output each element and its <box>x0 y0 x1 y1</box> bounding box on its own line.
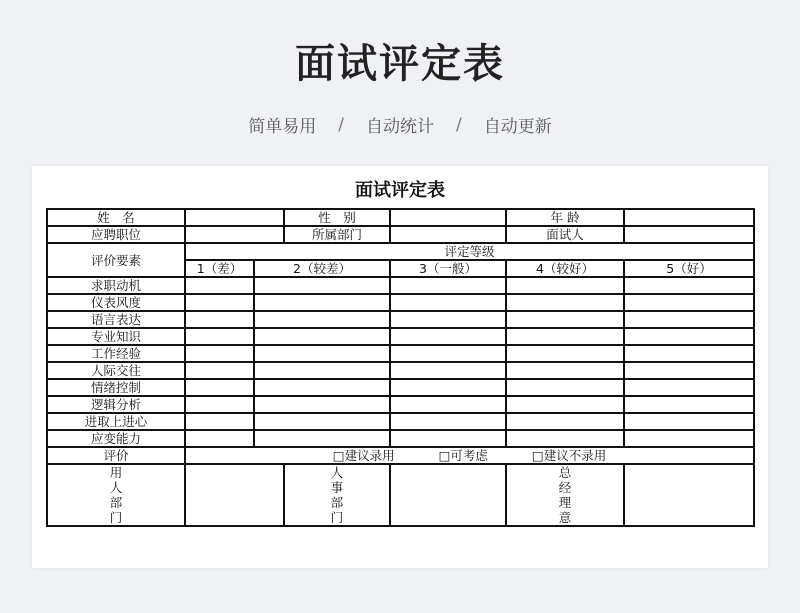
label-gender: 性 别 <box>284 209 390 226</box>
factor-score-cell-1[interactable] <box>185 379 254 396</box>
factor-row <box>47 413 754 430</box>
factor-row <box>47 311 754 328</box>
tag-separator: / <box>338 114 344 135</box>
label-age: 年 龄 <box>506 209 624 226</box>
factor-score-cell-1[interactable] <box>185 345 254 362</box>
factor-row <box>47 345 754 362</box>
factor-score-cell-1[interactable] <box>185 277 254 294</box>
label-evaluation: 评价 <box>47 447 185 464</box>
factor-score-cell-5[interactable] <box>624 379 754 396</box>
vertical-char: 用 <box>109 465 123 480</box>
factor-score-cell-3[interactable] <box>390 379 506 396</box>
evaluation-options <box>185 447 754 464</box>
factor-score-cell-5[interactable] <box>624 362 754 379</box>
option-recommend-hire[interactable]: □建议录用 <box>332 448 395 463</box>
factor-label: 情绪控制 <box>47 379 185 396</box>
factor-score-cell-1[interactable] <box>185 413 254 430</box>
label-grade: 评定等级 <box>185 243 754 260</box>
factor-score-cell-3[interactable] <box>390 311 506 328</box>
factor-row <box>47 277 754 294</box>
factor-row <box>47 379 754 396</box>
factor-score-cell-3[interactable] <box>390 430 506 447</box>
factor-score-cell-2[interactable] <box>254 362 390 379</box>
factor-score-cell-4[interactable] <box>506 311 624 328</box>
vertical-char: 人 <box>109 480 123 495</box>
factor-row <box>47 430 754 447</box>
label-position: 应聘职位 <box>47 226 185 243</box>
vertical-char: 总 <box>558 465 572 480</box>
factor-score-cell-5[interactable] <box>624 277 754 294</box>
factor-score-cell-1[interactable] <box>185 362 254 379</box>
value-hr-dept[interactable] <box>390 464 506 526</box>
factor-score-cell-3[interactable] <box>390 328 506 345</box>
factor-score-cell-4[interactable] <box>506 345 624 362</box>
factor-score-cell-4[interactable] <box>506 379 624 396</box>
level-1: 1（差） <box>185 260 254 277</box>
vertical-char: 门 <box>330 510 344 525</box>
factor-score-cell-4[interactable] <box>506 430 624 447</box>
factor-label: 语言表达 <box>47 311 185 328</box>
label-employer-dept <box>47 464 185 526</box>
factor-label: 逻辑分析 <box>47 396 185 413</box>
option-consider[interactable]: □可考虑 <box>438 448 488 463</box>
factor-score-cell-5[interactable] <box>624 311 754 328</box>
factor-score-cell-2[interactable] <box>254 396 390 413</box>
factor-score-cell-4[interactable] <box>506 294 624 311</box>
factor-label: 进取上进心 <box>47 413 185 430</box>
value-gm-opinion[interactable] <box>624 464 754 526</box>
factor-score-cell-4[interactable] <box>506 413 624 430</box>
grade-header-row <box>47 243 754 260</box>
factor-score-cell-1[interactable] <box>185 396 254 413</box>
label-hr-dept <box>284 464 390 526</box>
factor-row <box>47 396 754 413</box>
factor-score-cell-2[interactable] <box>254 311 390 328</box>
value-position[interactable] <box>185 226 284 243</box>
factor-label: 人际交往 <box>47 362 185 379</box>
factor-score-cell-2[interactable] <box>254 277 390 294</box>
factor-score-cell-4[interactable] <box>506 362 624 379</box>
factor-label: 应变能力 <box>47 430 185 447</box>
value-department[interactable] <box>390 226 506 243</box>
level-5: 5（好） <box>624 260 754 277</box>
label-interviewer: 面试人 <box>506 226 624 243</box>
factor-row <box>47 328 754 345</box>
vertical-char: 经 <box>558 480 572 495</box>
tag-auto-stats: 自动统计 <box>366 117 434 137</box>
level-2: 2（较差） <box>254 260 390 277</box>
evaluation-row <box>47 447 754 464</box>
factor-score-cell-5[interactable] <box>624 413 754 430</box>
label-factors: 评价要素 <box>47 243 185 277</box>
factor-score-cell-1[interactable] <box>185 294 254 311</box>
vertical-char: 人 <box>330 465 344 480</box>
evaluation-form-table <box>46 208 755 527</box>
factor-score-cell-2[interactable] <box>254 328 390 345</box>
value-age[interactable] <box>624 209 754 226</box>
value-employer-dept[interactable] <box>185 464 284 526</box>
vertical-char: 部 <box>109 495 123 510</box>
vertical-char: 意 <box>558 510 572 525</box>
level-4: 4（较好） <box>506 260 624 277</box>
factor-score-cell-2[interactable] <box>254 430 390 447</box>
factor-score-cell-5[interactable] <box>624 328 754 345</box>
value-gender[interactable] <box>390 209 506 226</box>
label-department: 所属部门 <box>284 226 390 243</box>
tag-easy: 简单易用 <box>248 117 317 137</box>
vertical-char: 事 <box>330 480 344 495</box>
tag-separator: / <box>456 114 462 135</box>
vertical-char: 理 <box>558 495 572 510</box>
factor-score-cell-2[interactable] <box>254 413 390 430</box>
factor-score-cell-5[interactable] <box>624 396 754 413</box>
sheet-title: 面试评定表 <box>355 180 445 201</box>
factor-rows <box>47 277 754 447</box>
factor-score-cell-5[interactable] <box>624 345 754 362</box>
factor-score-cell-3[interactable] <box>390 277 506 294</box>
tag-auto-update: 自动更新 <box>483 117 552 137</box>
factor-score-cell-3[interactable] <box>390 362 506 379</box>
form-sheet <box>32 166 768 568</box>
factor-label: 仪表风度 <box>47 294 185 311</box>
factor-score-cell-1[interactable] <box>185 430 254 447</box>
feature-tags <box>0 112 800 137</box>
option-not-recommend[interactable]: □建议不录用 <box>531 448 607 463</box>
factor-score-cell-2[interactable] <box>254 294 390 311</box>
vertical-char: 门 <box>109 510 123 525</box>
factor-score-cell-5[interactable] <box>624 430 754 447</box>
factor-row <box>47 294 754 311</box>
info-row-1 <box>47 209 754 226</box>
factor-score-cell-4[interactable] <box>506 277 624 294</box>
factor-row <box>47 362 754 379</box>
factor-label: 求职动机 <box>47 277 185 294</box>
factor-score-cell-3[interactable] <box>390 396 506 413</box>
factor-score-cell-3[interactable] <box>390 294 506 311</box>
factor-score-cell-2[interactable] <box>254 345 390 362</box>
label-gm-opinion <box>506 464 624 526</box>
factor-score-cell-1[interactable] <box>185 328 254 345</box>
factor-score-cell-4[interactable] <box>506 328 624 345</box>
level-3: 3（一般） <box>390 260 506 277</box>
vertical-char: 部 <box>330 495 344 510</box>
signature-row <box>47 464 754 526</box>
label-name: 姓 名 <box>47 209 185 226</box>
info-row-2 <box>47 226 754 243</box>
factor-score-cell-3[interactable] <box>390 413 506 430</box>
factor-score-cell-2[interactable] <box>254 379 390 396</box>
factor-label: 专业知识 <box>47 328 185 345</box>
factor-score-cell-4[interactable] <box>506 396 624 413</box>
factor-score-cell-1[interactable] <box>185 311 254 328</box>
page-title: 面试评定表 <box>295 41 505 87</box>
factor-score-cell-5[interactable] <box>624 294 754 311</box>
value-name[interactable] <box>185 209 284 226</box>
factor-label: 工作经验 <box>47 345 185 362</box>
value-interviewer[interactable] <box>624 226 754 243</box>
factor-score-cell-3[interactable] <box>390 345 506 362</box>
